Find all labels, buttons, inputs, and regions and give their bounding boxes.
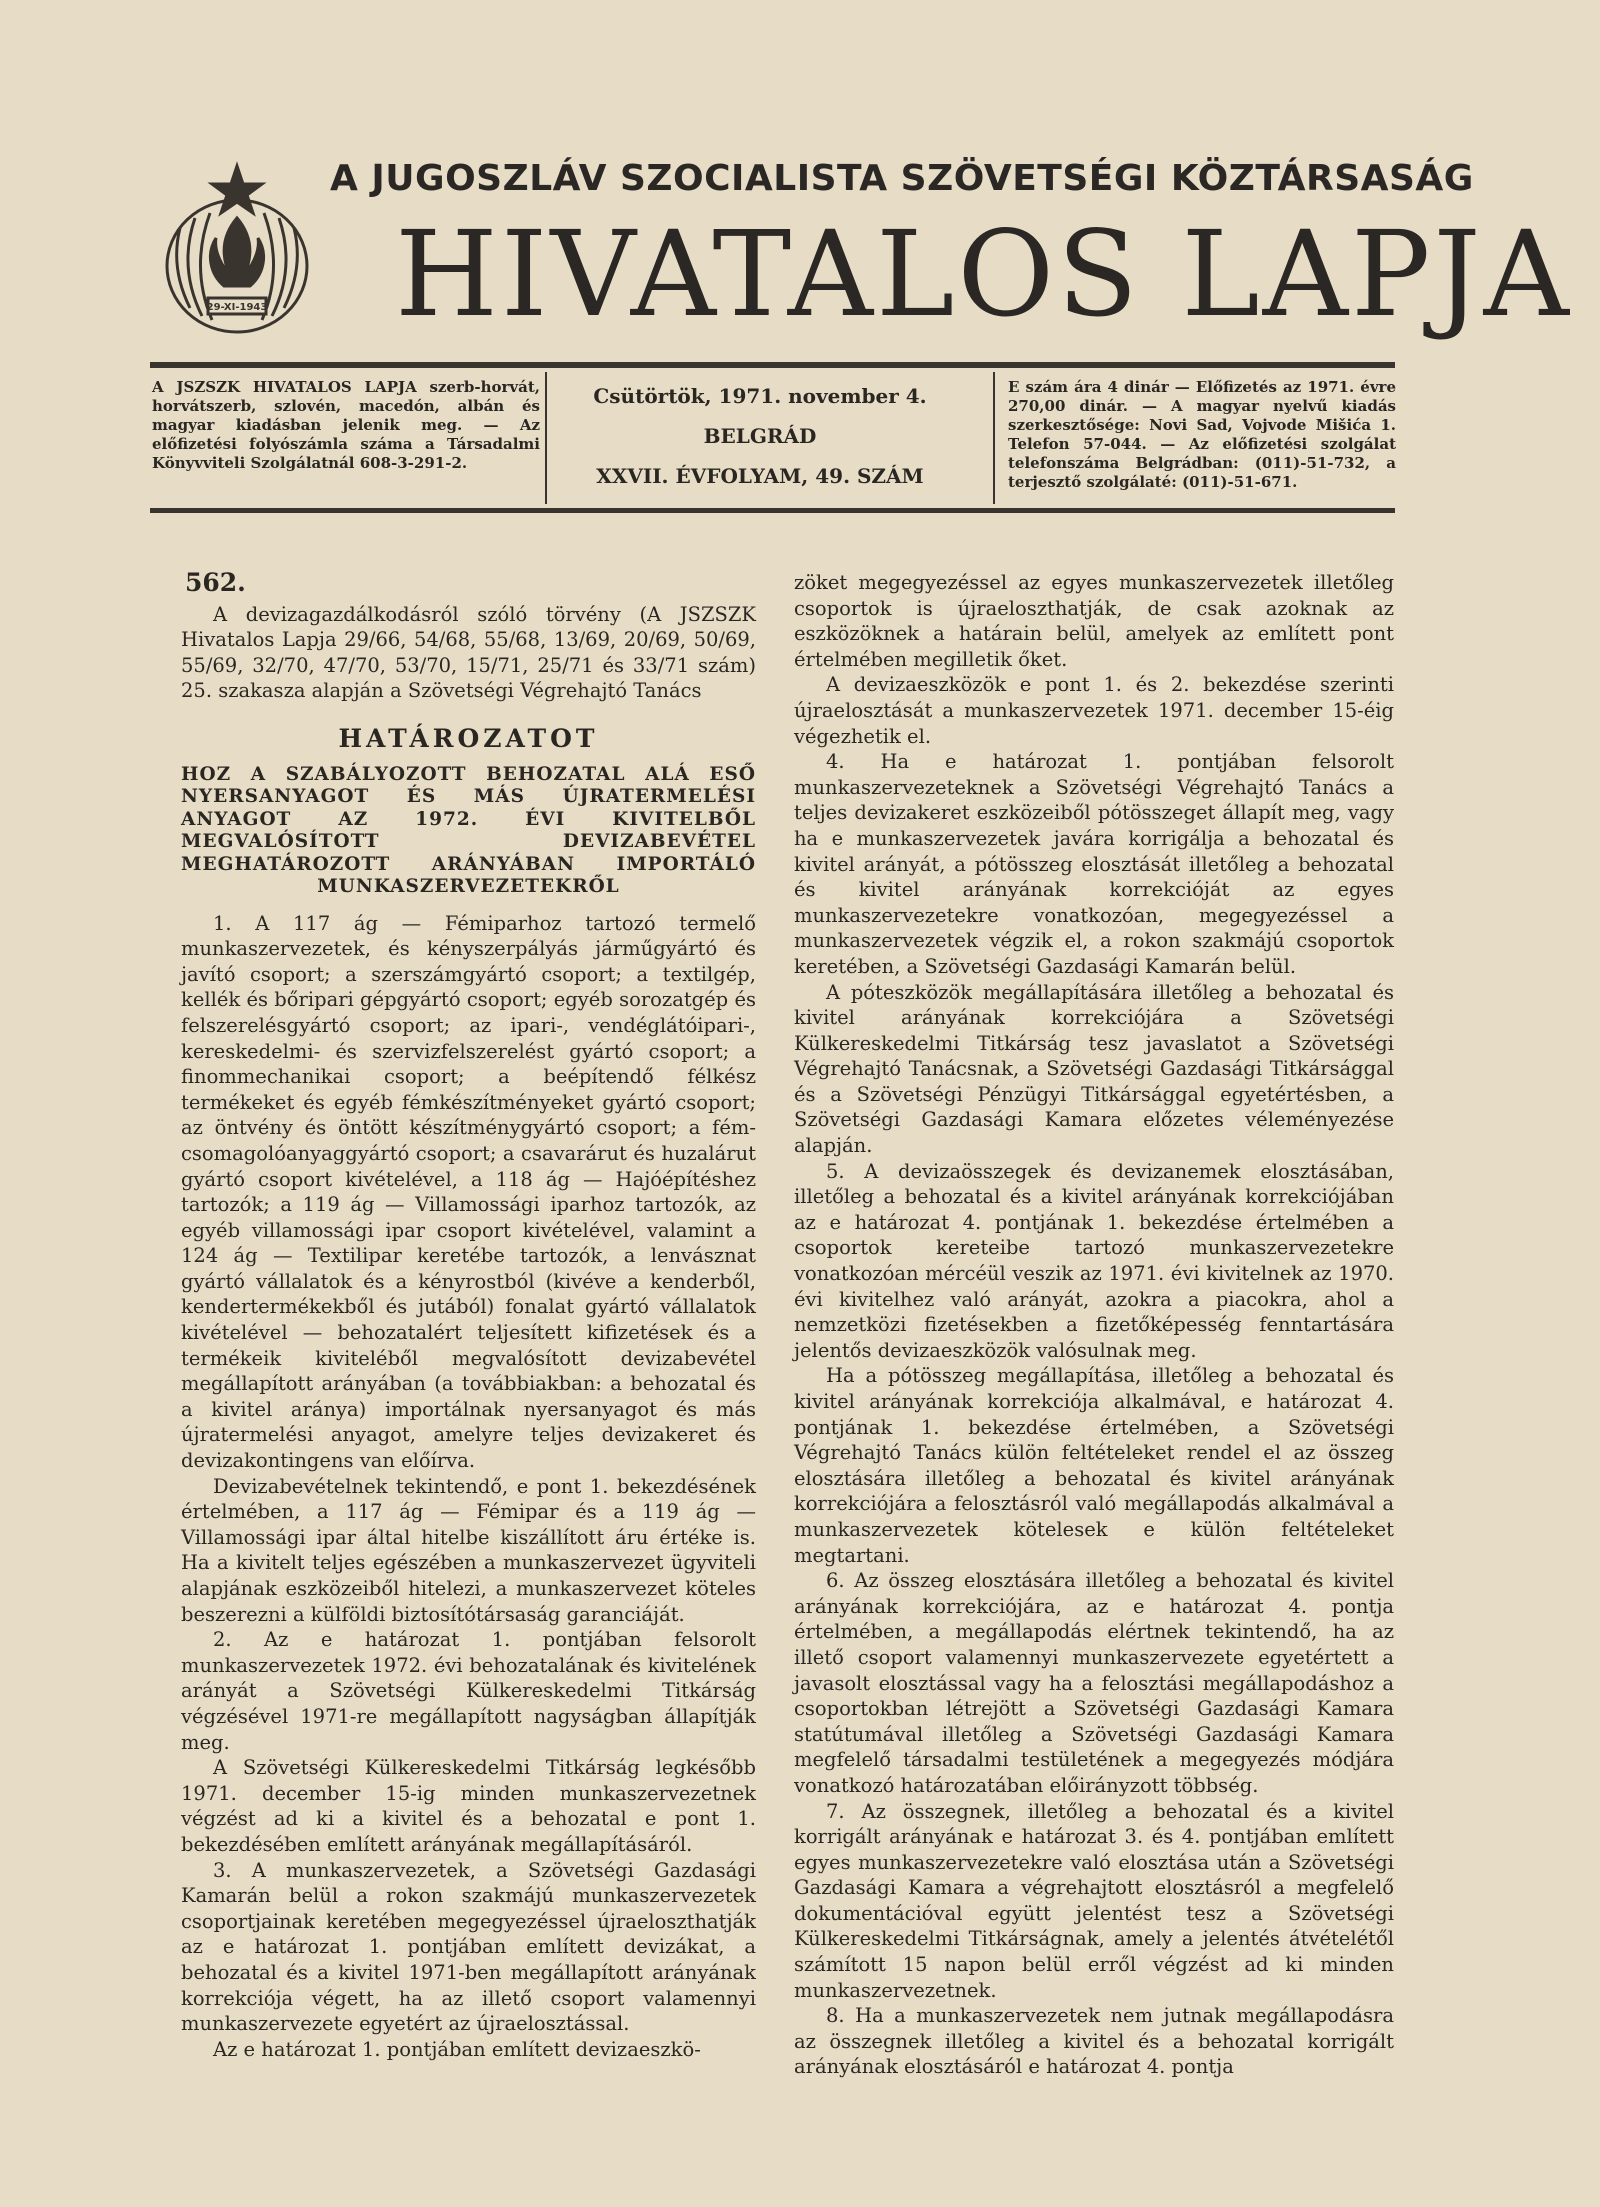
paragraph: 7. Az összegnek, illetőleg a behozatal és a kivitel korrigált arányának e határozat 3. és 4. pontjában említett egyes munkaszervezetekre való elosztása után a Szövetségi Gazdasági Kamara a végrehajtott elosztásról a megfelelő dokumentációval együtt jelentést tesz a Szövetségi Külkereskedelmi Titkárságnak, amely a jelentés átvételétől számított 15 napon belül erről végzést ad ki minden munkaszervezetnek. <box>794 1799 1394 2002</box>
state-emblem-icon <box>150 158 325 343</box>
paragraph: zöket megegyezéssel az egyes munkaszervezetek illetőleg csoportok is újraeloszthatják, de csak azoknak az eszközöknek a határain belül, amelyek az említett pont értelmében megilletik őket. <box>794 571 1394 671</box>
paragraph: 1. A 117 ág — Fémiparhoz tartozó termelő munkaszervezetek, és kényszerpályás járműgyártó és javító csoport; a szerszámgyártó csoport; a textilgép, kellék és bőripari gépgyártó csoport; egyéb sorozatgép és felszerelésgyártó csoport; az ipari-, vendéglátóipari-, kereskedelmi- és szervizfelszerelést gyártó csoport; a finommechanikai csoport; a beépítendő félkész termékeket és egyéb fémkészítményeket gyártó csoport; az öntvény és öntött készítménygyártó csoport; a fém-csomagolóanyaggyártó csoport; a csavarárut és huzalárut gyártó csoport kivételével, a 118 ág — Hajóépítéshez tartozók; a 119 ág — Villamossági iparhoz tartozók, az egyéb villamossági ipar csoport kivételével, valamint a 124 ág — Textilipar keretébe tartozók, a lenvásznat gyártó vállalatok és a kényrostból (kivéve a kenderből, kendertermékekből és jutából) fonalat gyártó vállalatok kivételével — behozatalért teljesített kifizetések és a termékeik kiviteléből megvalósított devizabevétel megállapított arányában (a továbbiakban: a behozatal és a kivitel aránya) importálnak nyersanyagot és más újratermelési anyagot, amelyre teljes devizakeret és devizakontingens van előírva. <box>181 911 756 1473</box>
header-top-rule <box>150 362 1395 368</box>
right-column <box>794 570 1394 2080</box>
paragraph: 2. Az e határozat 1. pontjában felsorolt munkaszervezetek 1972. évi behozatalának és kivitelének arányát a Szövetségi Külkereskedelmi Titkárság végzésével 1971-re megállapított nagyságban állapítják meg. <box>181 1628 756 1754</box>
header-divider-right <box>993 372 995 504</box>
decree-heading: HATÁROZATOT <box>338 723 599 753</box>
paragraph: 5. A devizaösszegek és devizanemek elosztásában, illetőleg a behozatal és a kivitel arányának korrekciójában az e határozat 4. pontjának 1. bekezdése értelmében a csoportok kereteibe tartozó munkaszervezetekre vonatkozóan mércéül veszik az 1971. évi kivitelnek az 1970. évi kivitelhez való arányát, azokra a piacokra, ahol a nemzetközi fizetésekben a fizetőképesség fenntartására jelentős devizaeszközök valósulnak meg. <box>794 1159 1394 1362</box>
issue-date: Csütörtök, 1971. november 4. <box>593 384 927 408</box>
paragraph: 8. Ha a munkaszervezetek nem jutnak megállapodásra az összegnek illetőleg a kivitel és a behozatal korrigált arányának elosztásáról e határozat 4. pontja <box>794 2004 1394 2079</box>
issue-info <box>560 383 960 503</box>
paragraph: Az e határozat 1. pontjában említett devizaeszkö- <box>213 2037 701 2061</box>
republic-title: A JUGOSZLÁV SZOCIALISTA SZÖVETSÉGI KÖZTÁRSASÁG <box>330 158 1474 199</box>
left-column <box>181 568 756 2062</box>
issue-number: XXVII. ÉVFOLYAM, 49. SZÁM <box>596 464 924 488</box>
header-bottom-rule <box>150 508 1395 513</box>
paragraph: 4. Ha e határozat 1. pontjában felsorolt munkaszervezeteknek a Szövetségi Végrehajtó Tanács a teljes devizakeret eszközeiből pótösszeget állapít meg, vagy ha e munkaszervezetek javára korrigálja a behozatal és kivitel arányát, a pótösszeg elosztását illetőleg a behozatal és kivitel arányának korrekcióját az egyes munkaszervezetekre vonatkozóan, megegyezéssel a munkaszervezetek végzik el, a rokon szakmájú csoportok keretében, a Szövetségi Gazdasági Kamarán belül. <box>794 750 1394 978</box>
subscription-info: E szám ára 4 dinár — Előfizetés az 1971. évre 270,00 dinár. — A magyar nyelvű kiadás szerkesztősége: Novi Sad, Vojvode Mišića 1. Telefon 57-044. — Az előfizetési szolgálat telefonszáma Belgrádban: (011)-51-732, a terjesztő szolgálaté: (011)-51-671. <box>1008 378 1396 491</box>
paragraph: A póteszközök megállapítására illetőleg a behozatal és kivitel arányának korrekciójára a Szövetségi Külkereskedelmi Titkárság tesz javaslatot a Szövetségi Végrehajtó Tanácsnak, a Szövetségi Gazdasági Titkársággal és a Szövetségi Pénzügyi Titkársággal egyetértésben, a Szövetségi Gazdasági Kamara előzetes véleményezése alapján. <box>794 980 1394 1158</box>
publication-info: A JSZSZK HIVATALOS LAPJA szerb-horvát, horvátszerb, szlovén, macedón, albán és magyar kiadásban jelenik meg. — Az előfizetési folyószámla száma a Társadalmi Könyvviteli Szolgálatnál 608-3-291-2. <box>152 378 540 472</box>
paragraph: 3. A munkaszervezetek, a Szövetségi Gazdasági Kamarán belül a rokon szakmájú munkaszervezetek csoportjainak keretében megegyezéssel újraeloszthatják az e határozat 1. pontjában említett devizákat, a behozatal és a kivitel 1971-ben megállapított arányának korrekciója végett, ha az illető csoport valamennyi munkaszervezete egyetért az újraelosztással. <box>181 1858 756 2036</box>
article-intro: A devizagazdálkodásról szóló törvény (A JSZSZK Hivatalos Lapja 29/66, 54/68, 55/68, 13/69, 20/69, 50/69, 55/69, 32/70, 47/70, 53/70, 15/71, 25/71 és 33/71 szám) 25. szakasza alapján a Szövetségi Végrehajtó Tanács <box>181 602 756 703</box>
emblem-date: 29-XI-1943 <box>206 302 268 313</box>
paragraph: Devizabevételnek tekintendő, e pont 1. bekezdésének értelmében, a 117 ág — Fémipar és a 119 ág — Villamossági ipar által hitelbe kiszállított áru értéke is. Ha a kivitelt teljes egészében a munkaszervezet ügyviteli alapjának eszközeiből hitelezi, a munkaszervezet köteles beszerezni a külföldi biztosítótársaság garanciáját. <box>181 1474 756 1626</box>
paragraph: Ha a pótösszeg megállapítása, illetőleg a behozatal és kivitel arányának korrekciója alkalmával, e határozat 4. pontjának 1. bekezdése értelmében, a Szövetségi Végrehajtó Tanács külön feltételeket rendel el az összeg elosztására illetőleg a behozatal és kivitel arányának korrekciójára a felosztásról való megállapodás alkalmával a munkaszervezetek kötelesek e külön feltételeket megtartani. <box>794 1364 1394 1567</box>
paragraph: A Szövetségi Külkereskedelmi Titkárság legkésőbb 1971. december 15-ig minden munkaszervezetnek végzést ad ki a kivitel és a behozatal e pont 1. bekezdésében említett arányának megállapításáról. <box>181 1756 756 1856</box>
gazette-title: HIVATALOS LAPJA <box>395 205 1572 343</box>
decree-subject: HOZ A SZABÁLYOZOTT BEHOZATAL ALÁ ESŐ NYERSANYAGOT ÉS MÁS ÚJRATERMELÉSI ANYAGOT AZ 1972. ÉVI KIVITELBŐL MEGVALÓSÍTOTT DEVIZABEVÉTEL MEGHATÁROZOTT ARÁNYÁBAN IMPORTÁLÓ MUNKASZERVEZETEKRŐL <box>181 763 756 898</box>
paragraph: 6. Az összeg elosztására illetőleg a behozatal és kivitel arányának korrekciójára, az e határozat 4. pontja értelmében, a megállapodás elértnek tekintendő, ha az illető csoport valamennyi munkaszervezete egyetértett a javasolt elosztással vagy ha a felosztási megállapodáshoz a csoportokban létrejött a Szövetségi Gazdasági Kamara statútumával illetőleg a Szövetségi Gazdasági Kamara megfelelő társadalmi testületének a megegyezés módjára vonatkozó határozatában előirányzott többség. <box>794 1569 1394 1797</box>
issue-place: BELGRÁD <box>703 424 817 448</box>
paragraph: A devizaeszközök e pont 1. és 2. bekezdése szerinti újraelosztását a munkaszervezetek 1971. december 15-éig végezhetik el. <box>794 673 1394 748</box>
header-divider-left <box>545 372 547 504</box>
article-number: 562. <box>185 568 246 597</box>
